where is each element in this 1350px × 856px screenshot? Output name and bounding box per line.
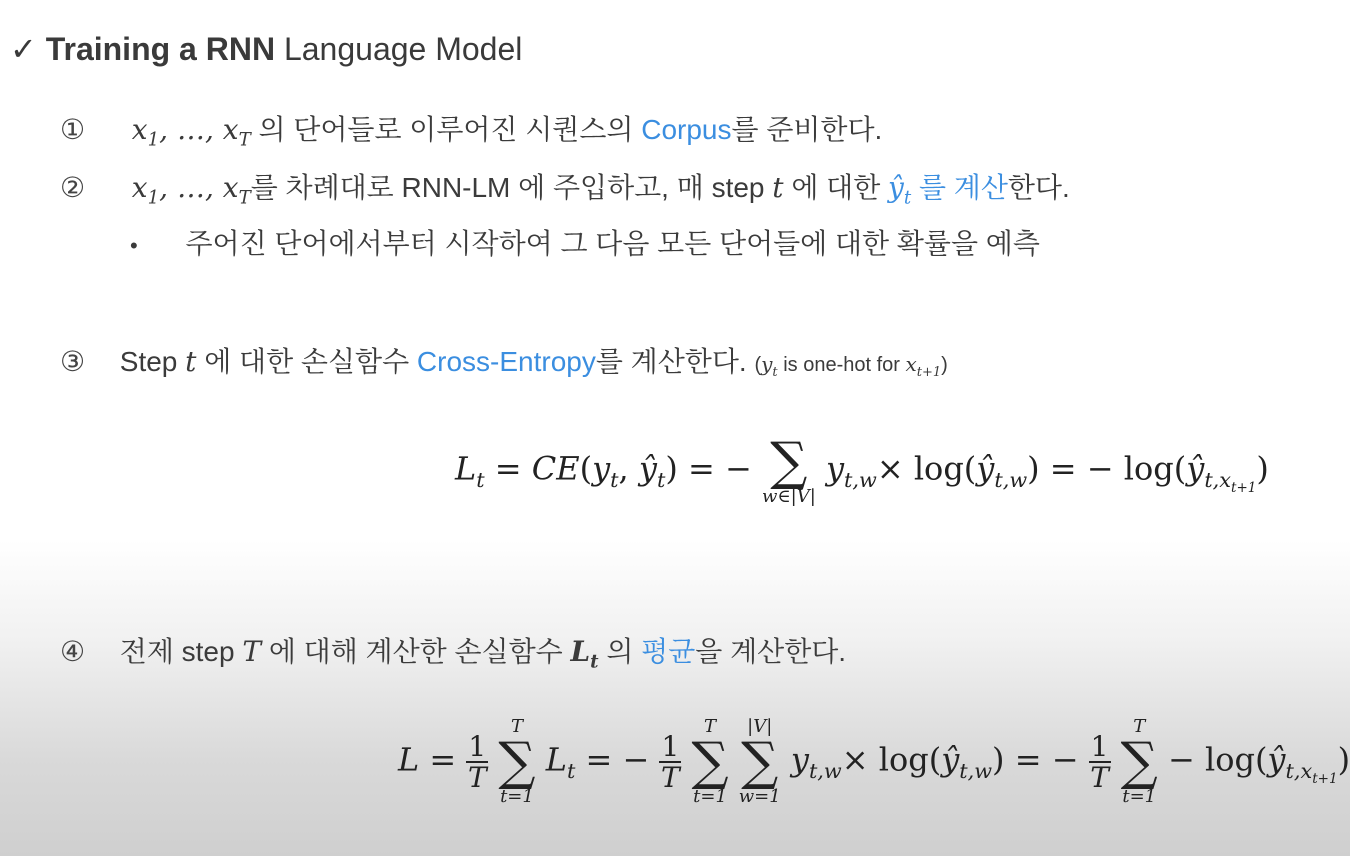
step-4 bbox=[60, 630, 846, 673]
step-4-text-b: 에 대해 계산한 손실함수 bbox=[261, 636, 571, 667]
step-4-text-c: 의 bbox=[598, 636, 642, 667]
step-4-T: T bbox=[242, 635, 262, 668]
one-hot-note: ($y_t$ is one-hot for $x_{t+1}$) bbox=[754, 352, 948, 380]
bullet-icon: • bbox=[130, 233, 138, 258]
cross-entropy-highlight: Cross-Entropy bbox=[416, 346, 596, 377]
step-1 bbox=[60, 108, 882, 151]
title-bold: Training a RNN bbox=[45, 31, 276, 67]
step-3-text-a: Step bbox=[119, 346, 186, 377]
step-4-L: $L_t$ bbox=[570, 635, 599, 673]
cross-entropy-equation: $L_t = CE(y_t$, $ŷ_t$) = − ∑ w∈|V| $y_{t,w}\times$ $\log(ŷ_{t,w})$ = − $\log(ŷ_{t,x_{t+1}})$ bbox=[455, 432, 1269, 507]
average-highlight: 평균 bbox=[641, 636, 696, 667]
step-2-sequence: $x_1$, …, $x_T$ bbox=[131, 171, 251, 209]
average-loss-equation: L = $\frac{1}{T}$ T ∑ t=1 $L_t$ = − $\frac{1}{T}$ T ∑ t=1 |V| ∑ w=1 $y_{t,w}\times$ $\log(ŷ_{t,w})$ = − $\frac{1}{T}$ T ∑ t=1 − $\log(ŷ_{t,x_{t+1}})$ bbox=[398, 716, 1350, 807]
step-1-number: ① bbox=[60, 114, 86, 145]
step-4-number: ④ bbox=[60, 636, 86, 667]
slide-title bbox=[10, 30, 522, 68]
step-3 bbox=[60, 340, 948, 380]
step-3-text-c: 를 계산한다. bbox=[595, 346, 747, 377]
step-1-text-b: 를 준비한다. bbox=[731, 114, 883, 145]
step-4-text-d: 을 계산한다. bbox=[695, 636, 847, 667]
step-2-number: ② bbox=[60, 172, 86, 203]
title-rest: Language Model bbox=[275, 31, 523, 67]
compute-highlight: 를 계산 bbox=[911, 172, 1008, 203]
step-2-subtext: 주어진 단어에서부터 시작하여 그 다음 모든 단어들에 대한 확률을 예측 bbox=[185, 228, 1040, 259]
step-1-sequence: $x_1$, …, $x_T$ bbox=[131, 113, 251, 151]
step-2-bullet bbox=[130, 222, 1040, 262]
check-icon: ✓ bbox=[10, 31, 37, 67]
y-hat-highlight: $ŷ_t$ bbox=[888, 171, 912, 209]
step-3-text-b: 에 대한 손실함수 bbox=[196, 346, 417, 377]
step-3-number: ③ bbox=[60, 346, 86, 377]
step-2-t: t bbox=[772, 171, 784, 204]
step-4-text-a: 전제 step bbox=[119, 636, 243, 667]
step-2 bbox=[60, 166, 1070, 209]
step-2-text-c: 한다. bbox=[1007, 172, 1070, 203]
summation-symbol: ∑ w∈|V| bbox=[761, 432, 816, 507]
step-2-text-b: 에 대한 bbox=[783, 172, 889, 203]
step-2-text-a: 를 차례대로 RNN-LM 에 주입하고, 매 step bbox=[250, 172, 773, 203]
corpus-highlight: Corpus bbox=[641, 114, 732, 145]
step-3-t: t bbox=[185, 345, 197, 378]
step-1-text-a: 의 단어들로 이루어진 시퀀스의 bbox=[250, 114, 642, 145]
